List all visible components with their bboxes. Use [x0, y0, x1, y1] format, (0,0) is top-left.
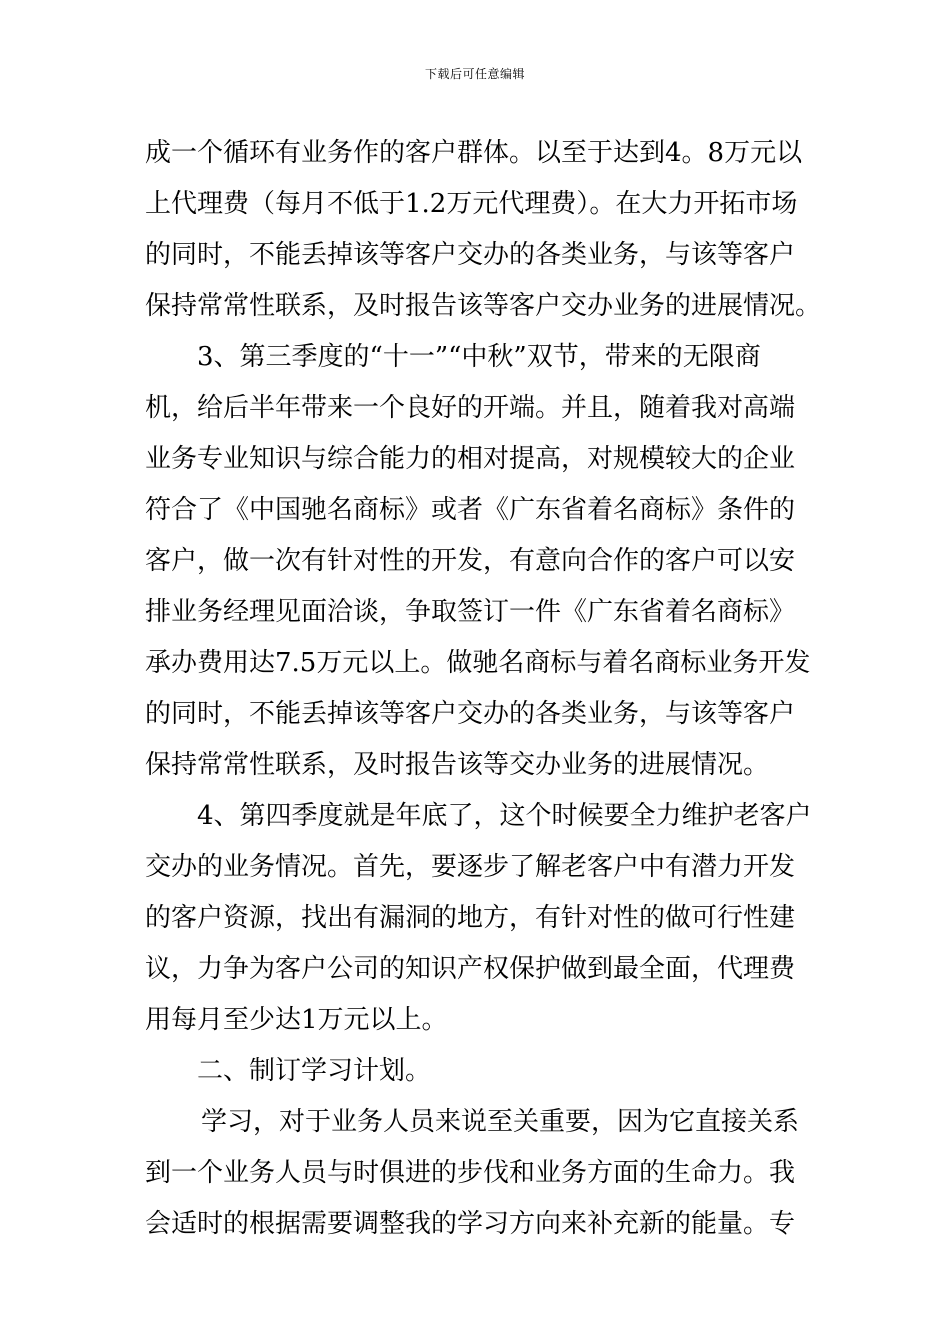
text-line: 的同时，不能丢掉该等客户交办的各类业务，与该等客户	[145, 240, 796, 270]
text-line: 承办费用达7.5万元以上。做驰名商标与着名商标业务开发	[145, 648, 811, 678]
text-line: 会适时的根据需要调整我的学习方向来补充新的能量。专	[145, 1209, 796, 1239]
text-line: 的同时，不能丢掉该等客户交办的各类业务，与该等客户	[145, 699, 796, 729]
text-line: 用每月至少达1万元以上。	[145, 1005, 448, 1035]
text-line: 到一个业务人员与时俱进的步伐和业务方面的生命力。我	[145, 1158, 796, 1188]
text-line: 的客户资源，找出有漏洞的地方，有针对性的做可行性建	[145, 903, 796, 933]
text-line: 符合了《中国驰名商标》或者《广东省着名商标》条件的	[145, 495, 796, 525]
page-header: 下载后可任意编辑	[424, 67, 525, 81]
document-body	[145, 128, 822, 1250]
text-line: 业务专业知识与综合能力的相对提高，对规模较大的企业	[145, 444, 796, 474]
text-line: 保持常常性联系，及时报告该等客户交办业务的进展情况。	[145, 291, 822, 321]
text-line: 机，给后半年带来一个良好的开端。并且，随着我对高端	[145, 393, 796, 423]
text-line: 排业务经理见面洽谈，争取签订一件《广东省着名商标》	[145, 597, 796, 627]
text-line: 上代理费（每月不低于1.2万元代理费）。在大力开拓市场	[145, 189, 798, 219]
paragraph-start-line: 3、第三季度的“十一”“中秋”双节，带来的无限商	[197, 342, 761, 372]
text-line: 客户，做一次有针对性的开发，有意向合作的客户可以安	[145, 546, 796, 576]
section-heading: 二、制订学习计划。	[197, 1056, 432, 1086]
text-line: 议，力争为客户公司的知识产权保护做到最全面，代理费	[145, 954, 796, 984]
text-line: 保持常常性联系，及时报告该等交办业务的进展情况。	[145, 750, 770, 780]
text-line: 交办的业务情况。首先，要逐步了解老客户中有潜力开发	[145, 852, 796, 882]
paragraph-start-line: 4、第四季度就是年底了，这个时候要全力维护老客户	[197, 801, 812, 831]
paragraph-start-line: 学习，对于业务人员来说至关重要，因为它直接关系	[201, 1107, 800, 1137]
text-line: 成一个循环有业务作的客户群体。以至于达到4。8万元以	[145, 138, 803, 168]
